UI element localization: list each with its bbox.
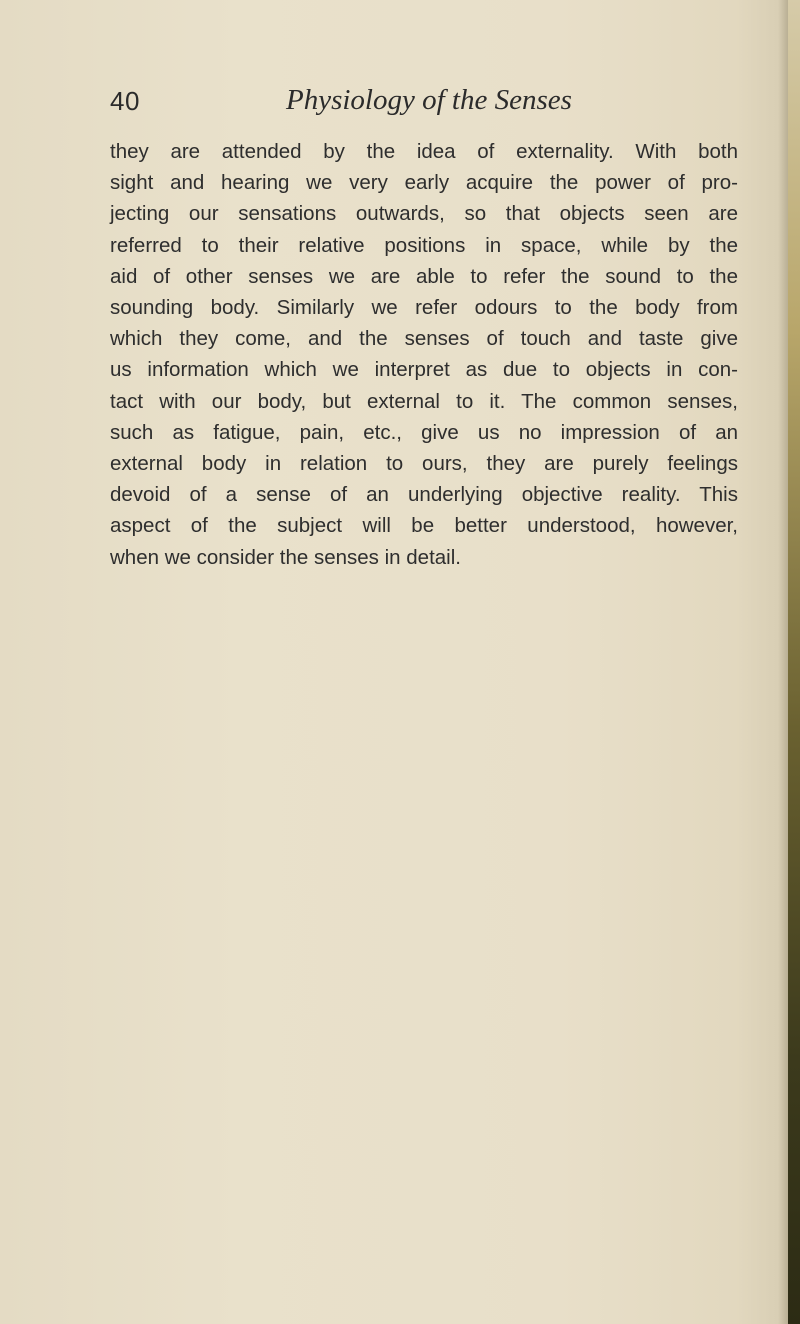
page-edge-shadow [778, 0, 788, 1324]
text-line: tact with our body, but external to it. The common senses, [110, 389, 738, 413]
text-line: which they come, and the senses of touch and taste give [110, 327, 738, 351]
text-line: such as fatigue, pain, etc., give us no impression of an [110, 420, 738, 444]
text-line: aid of other senses we are able to refer the sound to the [110, 264, 738, 288]
text-line: sounding body. Similarly we refer odours to the body from [110, 296, 738, 320]
body-paragraph [110, 136, 738, 573]
running-head [110, 86, 730, 126]
text-line: aspect of the subject will be better understood, however, [110, 514, 738, 538]
text-line: they are attended by the idea of externality. With both [110, 140, 738, 163]
page-number: 40 [110, 86, 140, 116]
text-line: when we consider the senses in detail. [110, 545, 461, 569]
text-line: jecting our sensations outwards, so that objects seen are [110, 202, 738, 226]
text-line: referred to their relative positions in space, while by the [110, 233, 738, 257]
text-line: sight and hearing we very early acquire the power of pro- [110, 171, 738, 195]
text-line: us information which we interpret as due to objects in con- [110, 358, 738, 382]
running-title: Physiology of the Senses [286, 84, 572, 116]
text-line: devoid of a sense of an underlying objective reality. This [110, 483, 738, 507]
page-binding-edge [788, 0, 800, 1324]
text-line: external body in relation to ours, they are purely feelings [110, 452, 738, 476]
